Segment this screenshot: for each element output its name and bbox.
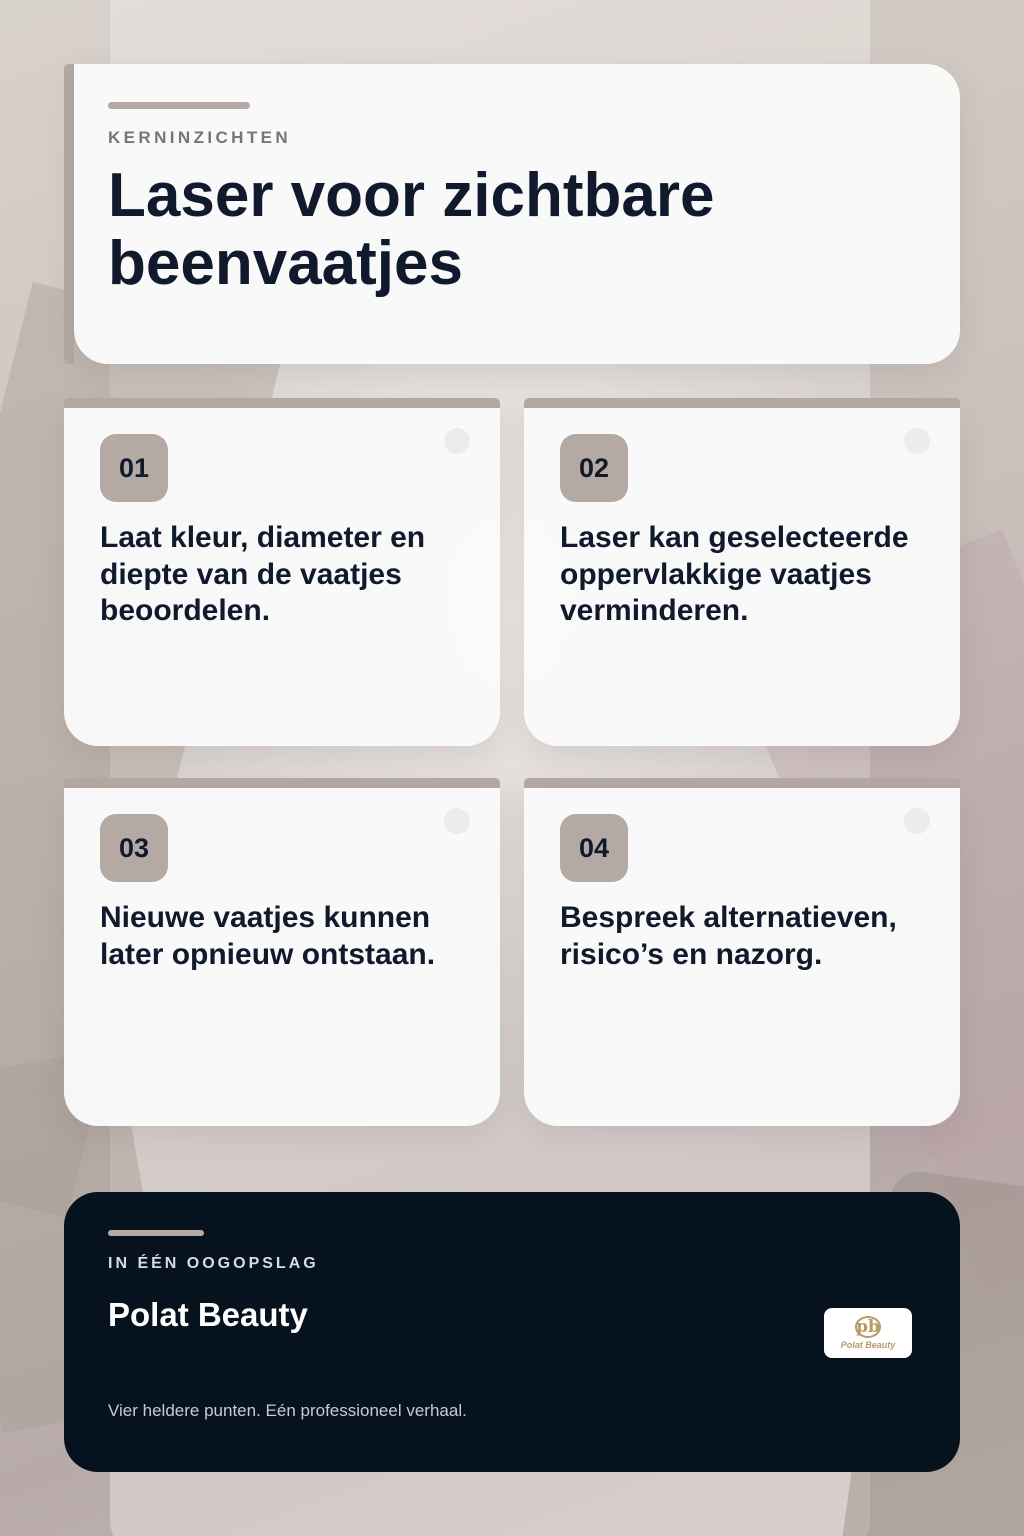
point-text: Nieuwe vaatjes kunnen later opnieuw ontstaan. xyxy=(100,901,436,971)
point-number-badge: 04 xyxy=(560,814,628,882)
header-decor-line xyxy=(108,102,250,109)
point-number-badge: 02 xyxy=(560,434,628,502)
card-accent-bar xyxy=(524,778,960,788)
header-card xyxy=(74,64,960,364)
card-decor-dot xyxy=(444,808,470,834)
card-accent-bar xyxy=(64,398,500,408)
footer-panel xyxy=(64,1192,960,1472)
logo-monogram-icon: pb xyxy=(856,1316,880,1337)
point-card-3 xyxy=(64,788,500,1126)
header-accent-bar xyxy=(64,64,74,364)
footer-tagline: Vier heldere punten. Eén professioneel verhaal. xyxy=(108,1401,467,1420)
card-decor-dot xyxy=(904,808,930,834)
footer-decor-line xyxy=(108,1230,204,1236)
point-number-badge: 03 xyxy=(100,814,168,882)
footer-kicker: IN ÉÉN OOGOPSLAG xyxy=(108,1255,319,1272)
logo-wordmark: Polat Beauty xyxy=(840,1340,896,1350)
point-text: Bespreek alternatieven, risico’s en nazorg. xyxy=(560,901,897,971)
card-accent-bar xyxy=(64,778,500,788)
card-decor-dot xyxy=(904,428,930,454)
point-number-badge: 01 xyxy=(100,434,168,502)
point-card-2 xyxy=(524,408,960,746)
card-accent-bar xyxy=(524,398,960,408)
point-card-1 xyxy=(64,408,500,746)
page-title: Laser voor zichtbare beenvaatjes xyxy=(108,161,715,298)
footer-brand-name: Polat Beauty xyxy=(108,1296,308,1333)
header-kicker: KERNINZICHTEN xyxy=(108,128,292,147)
point-card-4 xyxy=(524,788,960,1126)
card-decor-dot xyxy=(444,428,470,454)
point-text: Laat kleur, diameter en diepte van de vaatjes beoordelen. xyxy=(100,521,426,627)
brand-logo xyxy=(824,1308,912,1358)
point-text: Laser kan geselecteerde oppervlakkige vaatjes verminderen. xyxy=(560,521,909,627)
